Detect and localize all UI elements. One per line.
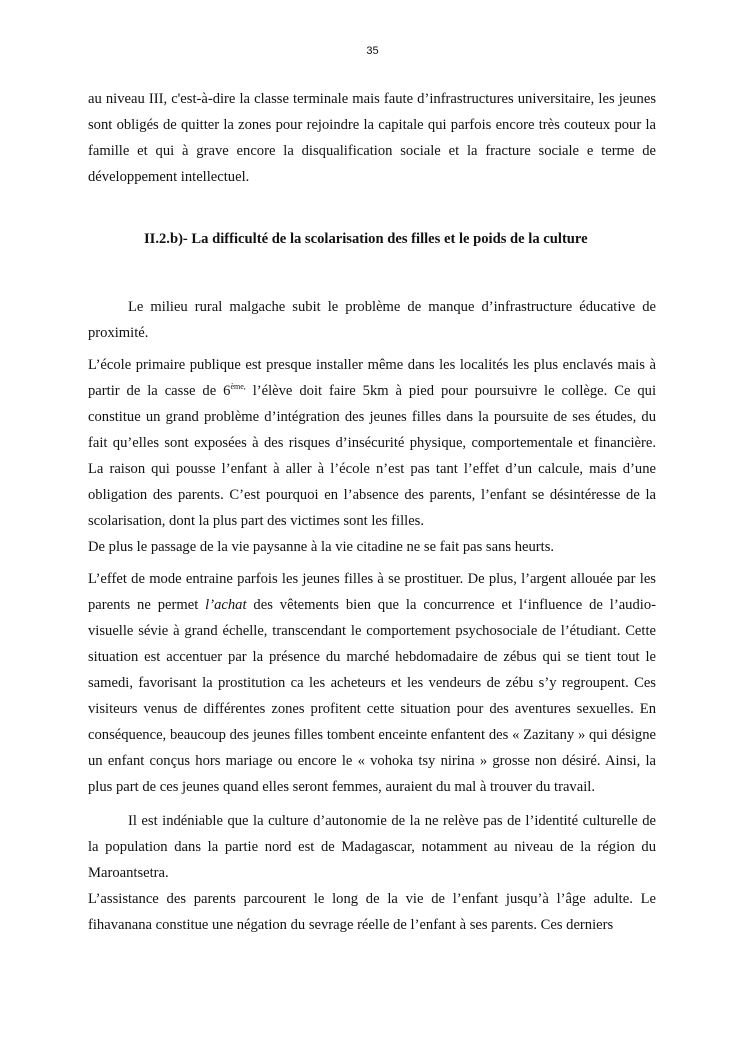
paragraph-5 [88, 566, 656, 800]
paragraph-1: au niveau III, c'est-à-dire la classe terminale mais faute d’infrastructures universitaire, les jeunes sont obligés de quitter la zones pour rejoindre la capitale qui parfois encore très couteux pour la famille et qui à grave encore la disqualification sociale et la fracture sociale e terme de développement intellectuel. [88, 91, 656, 185]
paragraph-2: Le milieu rural malgache subit le problème de manque d’infrastructure éducative de proximité. [88, 299, 656, 341]
paragraph-5-text-b: des vêtements bien que la concurrence et l‘influence de l’audio-visuelle sévie à grand échelle, transcendant le comportement psychosociale de l’étudiant. Cette situation est accentuer par la présence du marché hebdomadaire de zébus qui se tient tout le samedi, favorisant la prostitution ca les acheteurs et les vendeurs de zébu s’y regroupent. Ces visiteurs venus de différentes zones profitent cette situation pour des aventures sexuelles. En conséquence, beaucoup des jeunes filles tombent enceinte enfantent des « Zazitany » qui désigne un enfant conçus hors mariage ou encore le « vohoka tsy nirina » grosse non désiré. Ainsi, la plus part de ces jeunes quand elles seront femmes, auraient du mal à trouver du travail. [88, 597, 656, 795]
paragraph-3 [88, 352, 656, 534]
paragraph-6: Il est indéniable que la culture d’autonomie de la ne relève pas de l’identité culturelle de la population dans la partie nord est de Madagascar, notamment au niveau de la région du Maroantsetra. [88, 813, 656, 881]
page-number: 35 [366, 45, 379, 57]
paragraph-7: L’assistance des parents parcourent le long de la vie de l’enfant jusqu’à l’âge adulte. Le fihavanana constitue une négation du sevrage réelle de l’enfant à ses parents. Ces derniers [88, 891, 656, 933]
italic-word: l’achat [205, 597, 247, 613]
paragraph-3-text-b: l’élève doit faire 5km à pied pour poursuivre le collège. Ce qui constitue un grand problème d’intégration des jeunes filles dans la poursuite de ses études, du fait qu’elles sont exposées à des risques d’insécurité physique, comportementale et financière. La raison qui pousse l’enfant à aller à l’école n’est pas tant l’effet d’un calcule, mais d’une obligation des parents. C’est pourquoi en l’absence des parents, l’enfant se désintéresse de la scolarisation, dont la plus part des victimes sont les filles. [88, 383, 657, 529]
document-body [88, 86, 656, 938]
superscript: ème, [230, 382, 246, 391]
section-heading: II.2.b)- La difficulté de la scolarisation des filles et le poids de la culture [144, 231, 588, 247]
paragraph-3-text-a: L’école primaire publique est presque installer même dans les localités les plus enclavés mais à partir de la casse de 6 [88, 357, 656, 399]
paragraph-4: De plus le passage de la vie paysanne à la vie citadine ne se fait pas sans heurts. [88, 539, 555, 555]
paragraph-5-text-a: L’effet de mode entraine parfois les jeunes filles à se prostituer. De plus, l’argent allouée par les parents ne permet [88, 571, 656, 613]
